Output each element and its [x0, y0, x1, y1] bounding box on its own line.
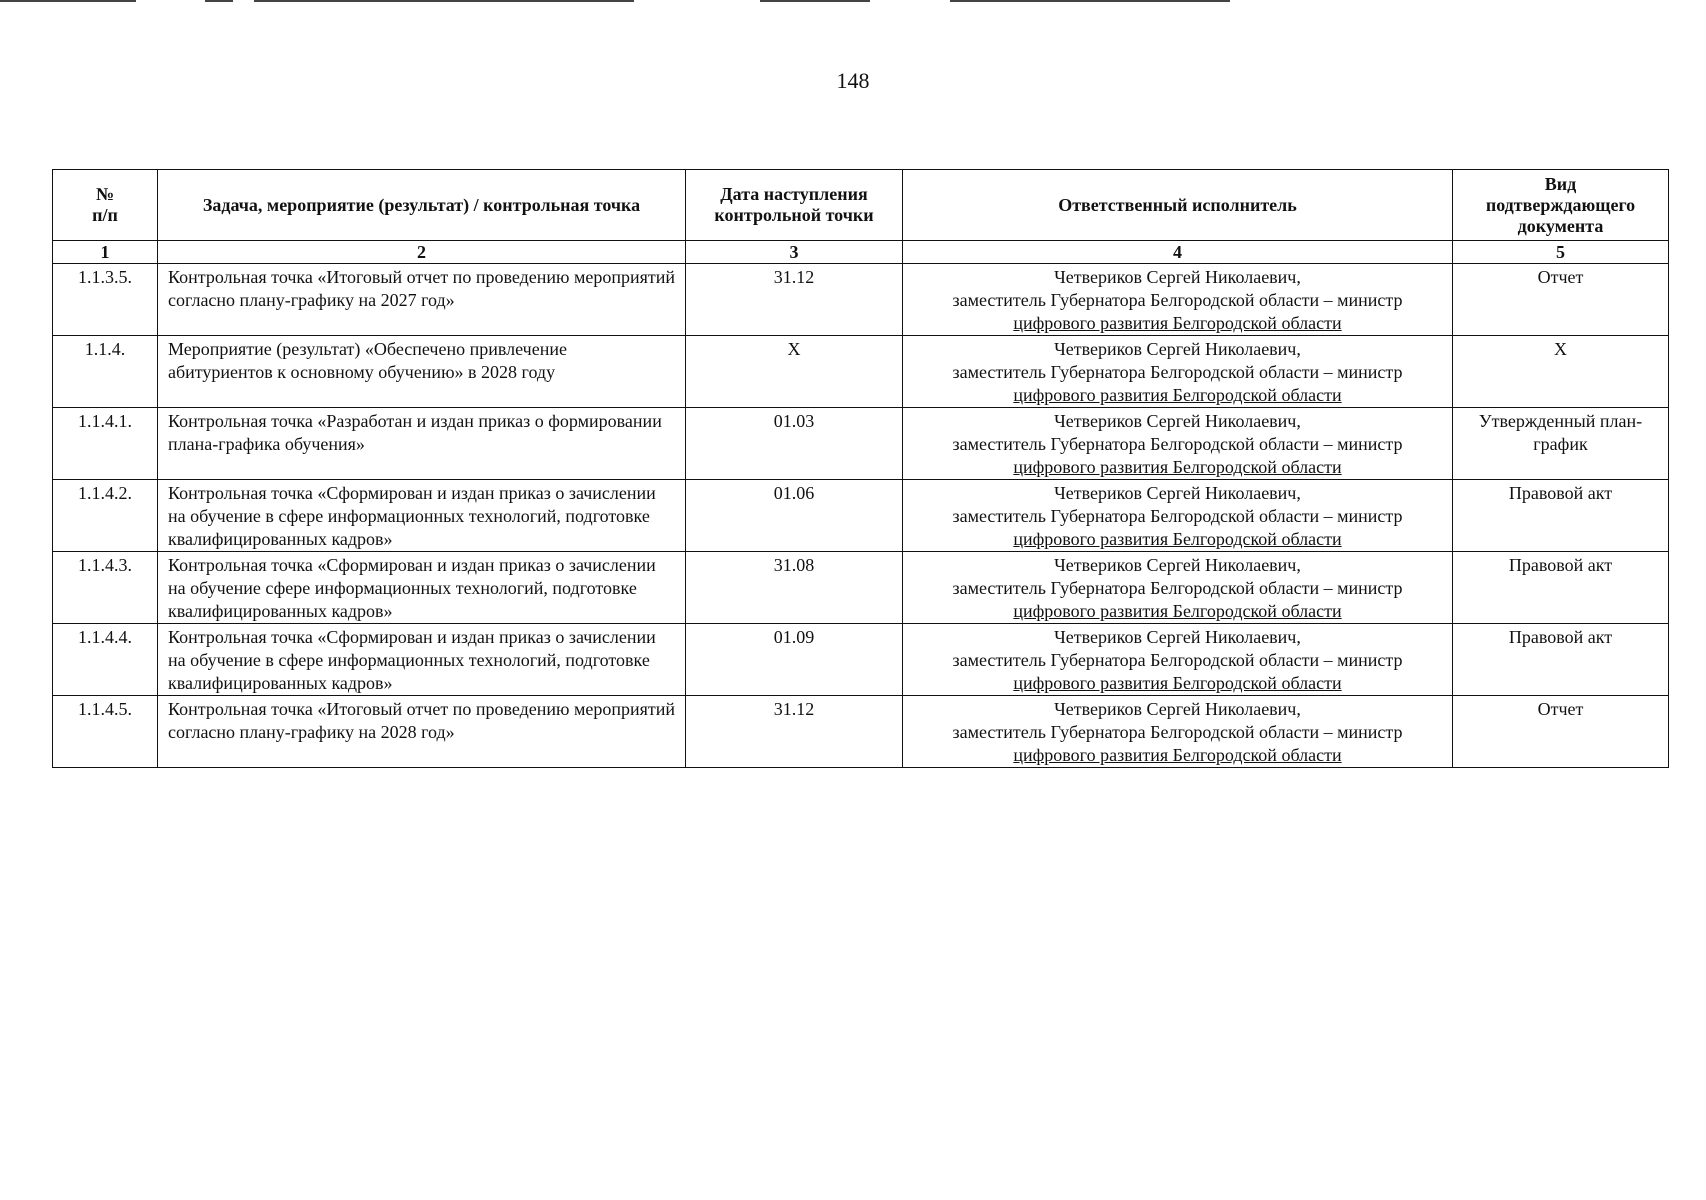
table-row — [53, 264, 1669, 336]
row-task: Контрольная точка «Итоговый отчет по проведению мероприятий согласно плану-графику на 2028 год» — [158, 696, 686, 768]
header-document: Вид подтверждающего документа — [1453, 170, 1669, 241]
responsible-department: цифрового развития Белгородской области — [1013, 457, 1342, 477]
row-responsible — [903, 552, 1453, 624]
row-responsible — [903, 408, 1453, 480]
row-responsible — [903, 624, 1453, 696]
row-date: 01.03 — [686, 408, 903, 480]
scan-edge-mark — [0, 0, 136, 2]
responsible-department: цифрового развития Белгородской области — [1013, 313, 1342, 333]
responsible-position: заместитель Губернатора Белгородской области – министр — [952, 578, 1403, 598]
column-numbers-row — [53, 241, 1669, 264]
responsible-position: заместитель Губернатора Белгородской области – министр — [952, 362, 1403, 382]
table-row — [53, 624, 1669, 696]
row-responsible — [903, 264, 1453, 336]
row-number: 1.1.4.4. — [53, 624, 158, 696]
column-number: 1 — [53, 241, 158, 264]
scan-edge-mark — [254, 0, 634, 2]
row-number: 1.1.3.5. — [53, 264, 158, 336]
header-date: Дата наступления контрольной точки — [686, 170, 903, 241]
row-document: Утвержденный план-график — [1453, 408, 1669, 480]
row-date: 31.12 — [686, 696, 903, 768]
row-task: Мероприятие (результат) «Обеспечено привлечение абитуриентов к основному обучению» в 2028 году — [158, 336, 686, 408]
row-responsible — [903, 480, 1453, 552]
responsible-department: цифрового развития Белгородской области — [1013, 385, 1342, 405]
responsible-name: Четвериков Сергей Николаевич, — [1054, 339, 1301, 359]
table-row — [53, 480, 1669, 552]
column-number: 3 — [686, 241, 903, 264]
row-document: Отчет — [1453, 264, 1669, 336]
responsible-name: Четвериков Сергей Николаевич, — [1054, 699, 1301, 719]
row-task: Контрольная точка «Сформирован и издан приказ о зачислении на обучение сфере информационных технологий, подготовке квалифицированных кадров» — [158, 552, 686, 624]
table-row — [53, 696, 1669, 768]
row-task: Контрольная точка «Разработан и издан приказ о формировании плана-графика обучения» — [158, 408, 686, 480]
row-date: 31.12 — [686, 264, 903, 336]
row-responsible — [903, 336, 1453, 408]
row-number: 1.1.4.3. — [53, 552, 158, 624]
row-document: Х — [1453, 336, 1669, 408]
responsible-position: заместитель Губернатора Белгородской области – министр — [952, 722, 1403, 742]
scan-edge-mark — [205, 0, 233, 2]
responsible-name: Четвериков Сергей Николаевич, — [1054, 627, 1301, 647]
row-number: 1.1.4.2. — [53, 480, 158, 552]
row-date: 01.06 — [686, 480, 903, 552]
header-number: № п/п — [53, 170, 158, 241]
header-task: Задача, мероприятие (результат) / контрольная точка — [158, 170, 686, 241]
responsible-position: заместитель Губернатора Белгородской области – министр — [952, 506, 1403, 526]
table-header-row — [53, 170, 1669, 241]
responsible-name: Четвериков Сергей Николаевич, — [1054, 411, 1301, 431]
scan-edge-mark — [760, 0, 870, 2]
responsible-name: Четвериков Сергей Николаевич, — [1054, 267, 1301, 287]
row-document: Правовой акт — [1453, 624, 1669, 696]
row-date: 01.09 — [686, 624, 903, 696]
responsible-name: Четвериков Сергей Николаевич, — [1054, 483, 1301, 503]
responsible-department: цифрового развития Белгородской области — [1013, 673, 1342, 693]
row-number: 1.1.4.1. — [53, 408, 158, 480]
row-document: Правовой акт — [1453, 552, 1669, 624]
table-row — [53, 408, 1669, 480]
responsible-position: заместитель Губернатора Белгородской области – министр — [952, 434, 1403, 454]
scan-edge-mark — [950, 0, 1230, 2]
column-number: 2 — [158, 241, 686, 264]
table-row — [53, 336, 1669, 408]
row-number: 1.1.4. — [53, 336, 158, 408]
row-document: Правовой акт — [1453, 480, 1669, 552]
responsible-department: цифрового развития Белгородской области — [1013, 529, 1342, 549]
row-task: Контрольная точка «Итоговый отчет по проведению мероприятий согласно плану-графику на 2027 год» — [158, 264, 686, 336]
responsible-department: цифрового развития Белгородской области — [1013, 745, 1342, 765]
responsible-position: заместитель Губернатора Белгородской области – министр — [952, 290, 1403, 310]
page-number: 148 — [836, 68, 870, 93]
header-responsible: Ответственный исполнитель — [903, 170, 1453, 241]
responsible-name: Четвериков Сергей Николаевич, — [1054, 555, 1301, 575]
table-row — [53, 552, 1669, 624]
column-number: 5 — [1453, 241, 1669, 264]
row-date: Х — [686, 336, 903, 408]
row-task: Контрольная точка «Сформирован и издан приказ о зачислении на обучение в сфере информационных технологий, подготовке квалифицированных кадров» — [158, 480, 686, 552]
row-responsible — [903, 696, 1453, 768]
responsible-department: цифрового развития Белгородской области — [1013, 601, 1342, 621]
row-date: 31.08 — [686, 552, 903, 624]
row-task: Контрольная точка «Сформирован и издан приказ о зачислении на обучение в сфере информационных технологий, подготовке квалифицированных кадров» — [158, 624, 686, 696]
column-number: 4 — [903, 241, 1453, 264]
row-document: Отчет — [1453, 696, 1669, 768]
row-number: 1.1.4.5. — [53, 696, 158, 768]
responsible-position: заместитель Губернатора Белгородской области – министр — [952, 650, 1403, 670]
control-points-table — [52, 169, 1669, 768]
